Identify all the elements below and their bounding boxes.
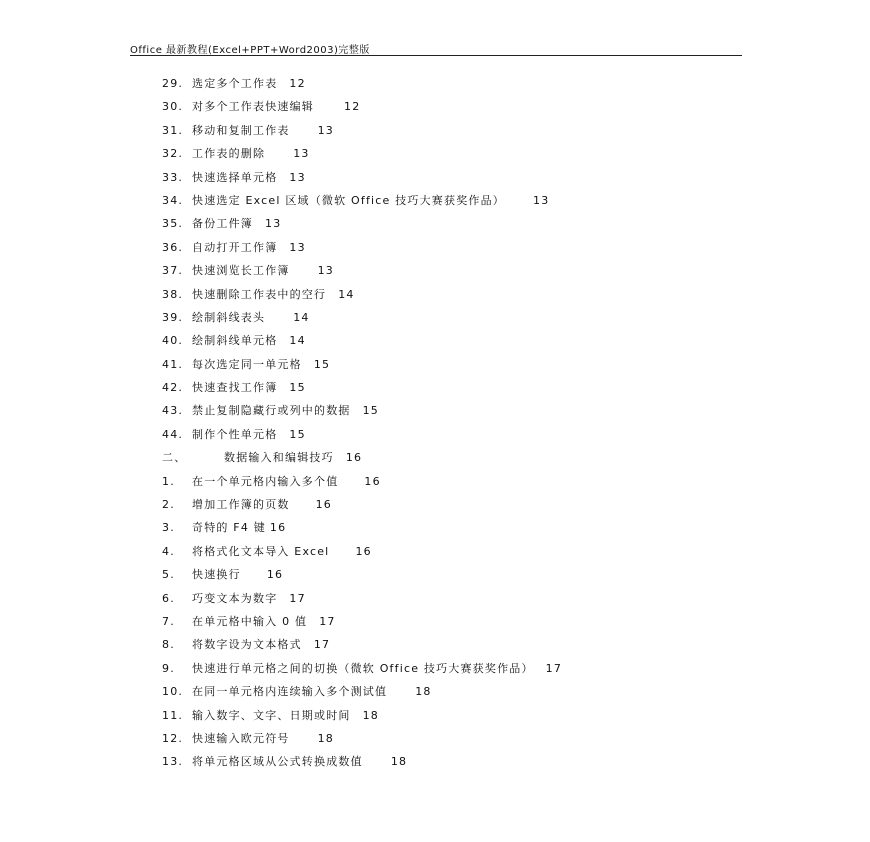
toc-entry: [162, 519, 562, 542]
toc-entry-page: 18: [390, 755, 408, 769]
toc-entry-title: 对多个工作表快速编辑: [192, 100, 314, 114]
toc-entry-number: 4.: [162, 544, 175, 558]
toc-entry-title: 在一个单元格内输入多个值: [192, 474, 339, 488]
toc-entry: [162, 122, 562, 145]
toc-entry-title: 快速选定 Excel 区域（微软 Office 技巧大赛获奖作品）: [192, 193, 505, 207]
toc-entry-page: 15: [362, 404, 380, 418]
toc-entry: [162, 145, 562, 168]
toc-entry-title: 在单元格中输入 0 值: [192, 614, 308, 628]
toc-entry-number: 41.: [162, 357, 184, 371]
toc-entry: [162, 613, 562, 636]
toc-entry-title: 禁止复制隐藏行或列中的数据: [192, 404, 351, 418]
toc-entry-page: 13: [293, 147, 310, 161]
toc-entry-title: 在同一单元格内连续输入多个测试值: [192, 685, 388, 699]
toc-entry-number: 40.: [162, 334, 184, 348]
toc-entry-number: 9.: [162, 661, 175, 675]
toc-entry-page: 15: [313, 357, 331, 371]
toc-entry: [162, 730, 562, 753]
toc-entry-title: 输入数字、文字、日期或时间: [192, 708, 351, 722]
toc-entry-number: 44.: [162, 427, 184, 441]
toc-entry-number: 7.: [162, 614, 175, 628]
toc-entry-title: 奇特的 F4 键: [192, 521, 266, 535]
toc-entry-title: 自动打开工作簿: [192, 240, 278, 254]
toc-entry-number: 38.: [162, 287, 184, 301]
toc-entry-page: 13: [317, 123, 335, 137]
toc-entry-page: 14: [293, 310, 310, 324]
toc-entry-title: 将格式化文本导入 Excel: [192, 544, 330, 558]
toc-entry-title: 巧变文本为数字: [192, 591, 278, 605]
toc-entry-title: 将数字设为文本格式: [192, 638, 302, 652]
toc-entry-page: 17: [313, 638, 331, 652]
toc-entry-number: 12.: [162, 731, 184, 745]
toc-entry: [162, 379, 562, 402]
toc-entry-page: 13: [289, 170, 306, 184]
toc-entry-page: 16: [266, 568, 284, 582]
toc-entry-page: 13: [265, 217, 282, 231]
toc-entry: [162, 590, 562, 613]
toc-entry-page: 12: [289, 77, 306, 90]
toc-entry: [162, 262, 562, 285]
toc-entry-number: 6.: [162, 591, 175, 605]
toc-entry: [162, 426, 562, 449]
toc-entry-title: 移动和复制工作表: [192, 123, 290, 137]
toc-entry: [162, 75, 562, 98]
toc-entry: [162, 449, 562, 472]
toc-entry-page: 13: [289, 240, 306, 254]
toc-entry-title: 快速输入欧元符号: [192, 731, 290, 745]
toc-entry-page: 18: [415, 685, 432, 699]
toc-entry-title: 快速浏览长工作簿: [192, 264, 290, 278]
toc-entry-page: 17: [319, 614, 336, 628]
toc-entry-page: 13: [317, 264, 335, 278]
toc-entry: [162, 473, 562, 496]
toc-entry-number: 34.: [162, 193, 184, 207]
toc-entry-page: 14: [289, 334, 306, 348]
toc-entry-number: 10.: [162, 685, 184, 699]
toc-entry: [162, 636, 562, 659]
toc-entry-page: 17: [289, 591, 306, 605]
toc-entry-number: 13.: [162, 755, 184, 769]
toc-entry-title: 将单元格区域从公式转换成数值: [192, 755, 363, 769]
toc-entry-title: 制作个性单元格: [192, 427, 278, 441]
document-title: Office 最新教程(Excel+PPT+Word2003)完整版: [130, 45, 370, 56]
toc-entry-number: 39.: [162, 310, 184, 324]
toc-entry-number: 32.: [162, 147, 184, 161]
toc-entry-page: 14: [338, 287, 355, 301]
toc-entry: [162, 286, 562, 309]
toc-entry-title: 绘制斜线表头: [192, 310, 266, 324]
toc-entry: [162, 660, 562, 683]
toc-entry-title: 每次选定同一单元格: [192, 357, 302, 371]
toc-entry: [162, 192, 562, 215]
toc-entry-title: 绘制斜线单元格: [192, 334, 278, 348]
toc-entry-number: 31.: [162, 123, 184, 137]
toc-entry: [162, 332, 562, 355]
toc-entry-number: 42.: [162, 381, 184, 395]
toc-entry-number: 2.: [162, 498, 175, 512]
toc-entry-title: 快速删除工作表中的空行: [192, 287, 327, 301]
toc-entry-number: 33.: [162, 170, 184, 184]
toc-entry-title: 备份工件簿: [192, 217, 253, 231]
toc-entry-page: 18: [317, 731, 335, 745]
toc-entry: [162, 356, 562, 379]
toc-entry-page: 16: [269, 521, 287, 535]
toc-entry-number: 3.: [162, 521, 175, 535]
toc-entry-title: 快速换行: [192, 568, 241, 582]
toc-entry: [162, 707, 562, 730]
page-header: [130, 41, 742, 56]
toc-entry: [162, 239, 562, 262]
toc-entry-page: 16: [345, 451, 363, 465]
toc-entry: [162, 683, 562, 706]
toc-entry-page: 16: [315, 498, 333, 512]
toc-entry-number: 37.: [162, 264, 184, 278]
toc-entry-number: 8.: [162, 638, 175, 652]
toc-entry-number: 二、: [162, 451, 187, 465]
toc-entry-page: 12: [344, 100, 361, 114]
toc-entry-title: 快速查找工作簿: [192, 381, 278, 395]
toc-entry-page: 15: [289, 381, 306, 395]
toc-entry: [162, 309, 562, 332]
toc-entry-page: 13: [533, 193, 550, 207]
toc-entry-number: 43.: [162, 404, 184, 418]
toc-entry-number: 29.: [162, 77, 184, 90]
toc-entry-number: 36.: [162, 240, 184, 254]
toc-entry-number: 11.: [162, 708, 184, 722]
toc-entry-number: 1.: [162, 474, 175, 488]
toc-entry: [162, 566, 562, 589]
toc-entry-page: 15: [289, 427, 306, 441]
toc-entry: [162, 169, 562, 192]
toc-entry-title: 选定多个工作表: [192, 77, 278, 90]
toc-entry-number: 30.: [162, 100, 184, 114]
toc-entry-number: 5.: [162, 568, 175, 582]
toc-entry-page: 16: [364, 474, 381, 488]
toc-entry-page: 18: [362, 708, 380, 722]
toc-entry: [162, 753, 562, 776]
toc-entry: [162, 543, 562, 566]
toc-entry-page: 17: [545, 661, 563, 675]
toc-entry: [162, 402, 562, 425]
toc-entry-page: 16: [355, 544, 372, 558]
toc-entry-title: 快速进行单元格之间的切换（微软 Office 技巧大赛获奖作品）: [192, 661, 534, 675]
toc-entry: [162, 496, 562, 519]
toc-entry: [162, 215, 562, 238]
toc-entry-title: 数据输入和编辑技巧: [224, 451, 334, 465]
toc-entry-title: 增加工作簿的页数: [192, 498, 290, 512]
table-of-contents: [162, 75, 562, 777]
toc-entry-title: 快速选择单元格: [192, 170, 278, 184]
toc-entry-number: 35.: [162, 217, 184, 231]
toc-entry: [162, 98, 562, 121]
toc-entry-title: 工作表的删除: [192, 147, 266, 161]
